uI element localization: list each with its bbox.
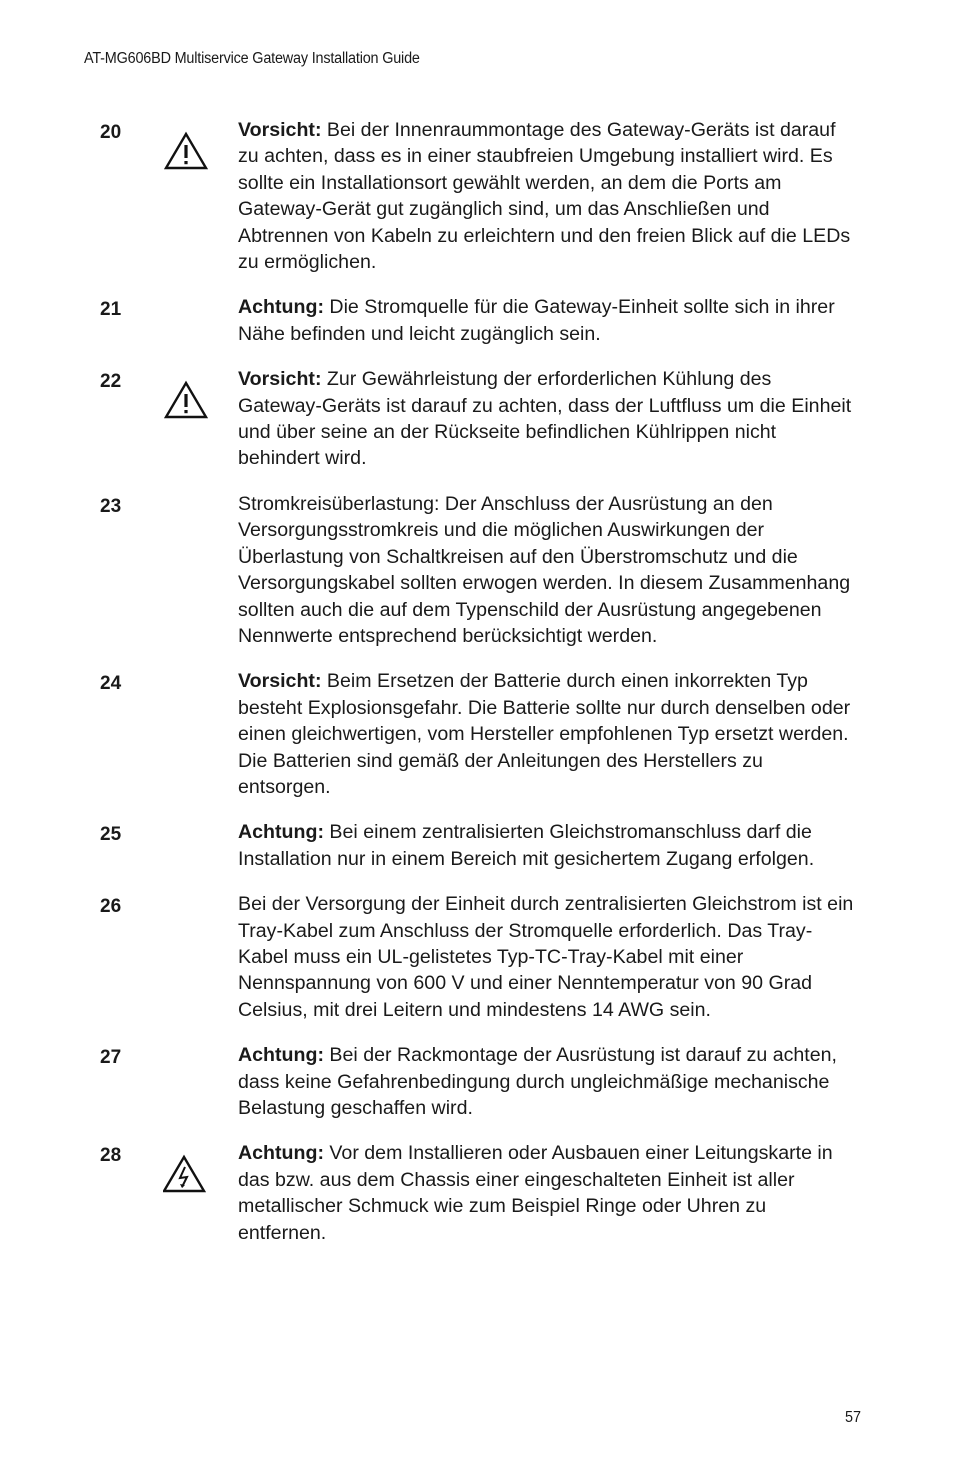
notice-item xyxy=(0,819,954,872)
notice-item xyxy=(0,1140,954,1246)
page-number: 57 xyxy=(845,1409,862,1426)
notice-lead: Achtung: xyxy=(238,821,324,844)
notice-body: Bei der Versorgung der Einheit durch zentralisierten Gleichstrom ist ein Tray-Kabel zum Anschluss der Stromquelle erforderlich. Das Tray-Kabel muss ein UL-gelistetes Typ-TC-Tray-Kabel mit einer Nennspannung von 600 V und einer Nenntemperatur von 90 Grad Celsius, mit drei Leitern und mindestens 14 AWG sein. xyxy=(238,893,854,1021)
notice-text xyxy=(238,491,854,649)
notice-number: 26 xyxy=(100,896,122,918)
notice-text xyxy=(238,1140,854,1246)
notice-body: Zur Gewährleistung der erforderlichen Kühlung des Gateway-Geräts ist darauf zu achten, dass der Luftfluss um die Einheit und über seine an der Rückseite befindlichen Kühlrippen nicht behindert wird. xyxy=(238,368,852,470)
notice-body: Stromkreisüberlastung: Der Anschluss der Ausrüstung an den Versorgungsstromkreis und die möglichen Auswirkungen der Überlastung von Schaltkreisen auf den Überstromschutz und die Versorgungskabel sollten erwogen werden. In diesem Zusammenhang sollten auch die auf dem Typenschild der Ausrüstung angegebenen Nennwerte entsprechend berücksichtigt werden. xyxy=(238,492,851,647)
notice-text xyxy=(238,366,854,472)
notice-lead: Achtung: xyxy=(238,296,324,319)
notice-text xyxy=(238,294,854,347)
notice-body: Die Stromquelle für die Gateway-Einheit sollte sich in ihrer Nähe befinden und leicht zugänglich sein. xyxy=(238,296,835,345)
notice-body: Bei einem zentralisierten Gleichstromanschluss darf die Installation nur in einem Bereich mit gesichertem Zugang erfolgen. xyxy=(238,821,815,870)
electrical-hazard-icon xyxy=(163,1154,209,1194)
notice-body: Beim Ersetzen der Batterie durch einen inkorrekten Typ besteht Explosionsgefahr. Die Batterie sollte nur durch denselben oder einen gleichwertigen, vom Hersteller empfohlenen Typ ersetzt werden. Die Batterien sind gemäß der Anleitungen des Herstellers zu entsorgen. xyxy=(238,670,851,798)
notice-lead: Vorsicht: xyxy=(238,670,322,693)
notice-lead: Achtung: xyxy=(238,1142,324,1165)
warning-triangle-icon xyxy=(163,380,209,420)
notice-body: Vor dem Installieren oder Ausbauen einer Leitungskarte in das bzw. aus dem Chassis einer eingeschalteten Einheit ist aller metallischer Schmuck wie zum Beispiel Ringe oder Uhren zu entfernen. xyxy=(238,1142,833,1244)
notice-lead: Vorsicht: xyxy=(238,119,322,141)
notice-number: 20 xyxy=(100,122,122,143)
notice-text xyxy=(238,668,854,800)
warning-triangle-icon xyxy=(163,131,209,171)
notice-number: 27 xyxy=(100,1047,122,1069)
notice-item xyxy=(0,1042,954,1121)
notice-text xyxy=(238,891,854,1023)
notice-item xyxy=(0,668,954,800)
notice-body: Bei der Rackmontage der Ausrüstung ist darauf zu achten, dass keine Gefahrenbedingung durch ungleichmäßige mechanische Belastung geschaffen wird. xyxy=(238,1044,837,1119)
notice-text xyxy=(238,1042,854,1121)
notice-number: 24 xyxy=(100,673,122,695)
notice-body: Bei der Innenraummontage des Gateway-Geräts ist darauf zu achten, dass es in einer staubfreien Umgebung installiert wird. Es sollte ein Installationsort gewählt werden, an dem die Ports am Gateway-Gerät gut zugänglich sind, um das Anschließen und Abtrennen von Kabeln zu erleichtern und den freien Blick auf die LEDs zu ermöglichen. xyxy=(238,119,851,274)
notice-number: 28 xyxy=(100,1145,122,1167)
notice-text xyxy=(238,117,854,275)
notice-lead: Achtung: xyxy=(238,1044,324,1067)
notice-lead: Vorsicht: xyxy=(238,368,322,391)
notice-item xyxy=(0,891,954,1023)
notice-item xyxy=(0,117,954,275)
notice-number: 23 xyxy=(100,495,122,517)
running-header: AT-MG606BD Multiservice Gateway Installation Guide xyxy=(84,50,420,67)
notice-number: 25 xyxy=(100,824,122,846)
notice-item xyxy=(0,294,954,347)
notice-number: 21 xyxy=(100,299,122,321)
notice-number: 22 xyxy=(100,371,122,393)
notice-item xyxy=(0,366,954,472)
notice-item xyxy=(0,491,954,649)
notice-text xyxy=(238,819,854,872)
safety-notices-list xyxy=(0,117,954,1265)
